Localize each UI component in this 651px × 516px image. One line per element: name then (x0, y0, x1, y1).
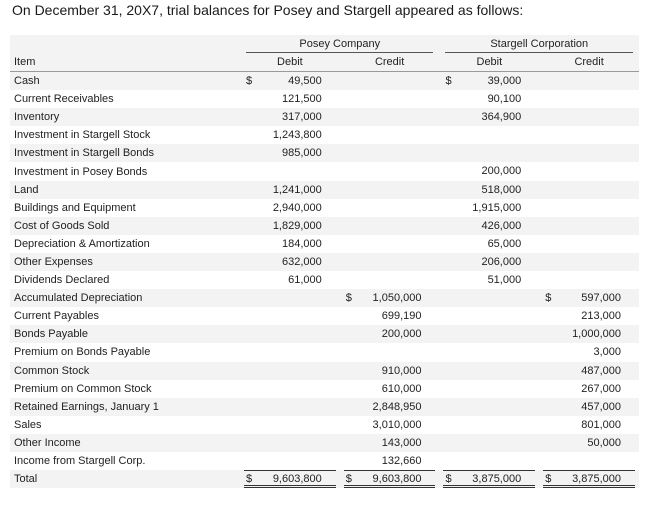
cell-value: 1,243,800 (272, 129, 322, 142)
row-item-label: Investment in Posey Bonds (10, 162, 240, 180)
cell-value: 143,000 (381, 436, 422, 449)
cell-stargell-credit (539, 416, 639, 434)
table-row (10, 380, 639, 398)
cell-posey-debit (240, 217, 340, 235)
total-value: 3,875,000 (572, 473, 621, 486)
cell-stargell-credit (539, 217, 639, 235)
cell-posey-credit (340, 398, 440, 416)
currency-sign: $ (246, 75, 253, 87)
row-item-label: Land (10, 181, 240, 199)
currency-sign: $ (545, 292, 552, 305)
total-posey-debit (240, 470, 340, 488)
cell-value: 200,000 (381, 328, 422, 341)
stargell-corporation-label: Stargell Corporation (490, 38, 589, 50)
cell-posey-credit (340, 235, 440, 253)
cell-stargell-debit (439, 162, 539, 180)
cell-value: 985,000 (281, 147, 322, 160)
table-row (10, 199, 639, 217)
table-row (10, 72, 639, 91)
header-stargell-corporation (439, 35, 639, 53)
cell-posey-debit (240, 162, 340, 180)
cell-value: 1,050,000 (372, 292, 422, 305)
cell-stargell-debit (439, 144, 539, 162)
cell-value: 65,000 (487, 237, 522, 250)
cell-stargell-credit (539, 126, 639, 144)
cell-stargell-credit (539, 343, 639, 361)
cell-stargell-debit (439, 181, 539, 199)
cell-stargell-credit (539, 162, 639, 180)
total-top-rule (543, 470, 635, 471)
row-item-label: Common Stock (10, 362, 240, 380)
cell-stargell-debit (439, 434, 539, 452)
row-item-label: Other Expenses (10, 253, 240, 271)
cell-posey-credit (340, 362, 440, 380)
row-item-label: Buildings and Equipment (10, 199, 240, 217)
table-row (10, 343, 639, 361)
cell-value: 699,190 (381, 310, 422, 323)
table-row (10, 362, 639, 380)
cell-posey-credit (340, 162, 440, 180)
cell-posey-credit (340, 343, 440, 361)
header-posey-credit: Credit (340, 53, 440, 72)
cell-value: 206,000 (481, 255, 522, 268)
header-item: Item (10, 53, 240, 72)
cell-value: 2,848,950 (372, 400, 422, 413)
row-item-label: Income from Stargell Corp. (10, 452, 240, 470)
cell-stargell-credit (539, 289, 639, 307)
cell-posey-credit (340, 90, 440, 108)
total-value: 3,875,000 (472, 473, 522, 486)
cell-posey-debit (240, 126, 340, 144)
cell-posey-debit (240, 325, 340, 343)
trial-balance-table (10, 35, 639, 488)
cell-value: 51,000 (487, 274, 522, 287)
table-row (10, 162, 639, 180)
cell-value: 132,660 (381, 454, 422, 467)
row-item-label: Current Payables (10, 307, 240, 325)
cell-stargell-debit (439, 398, 539, 416)
cell-value: 213,000 (581, 310, 621, 323)
row-item-label: Cash (10, 72, 240, 91)
cell-stargell-credit (539, 325, 639, 343)
table-row (10, 217, 639, 235)
cell-stargell-credit (539, 199, 639, 217)
cell-value: 801,000 (581, 418, 621, 431)
table-row (10, 398, 639, 416)
cell-stargell-debit (439, 271, 539, 289)
cell-posey-debit (240, 271, 340, 289)
cell-stargell-debit (439, 307, 539, 325)
total-double-rule-lower (344, 487, 436, 488)
header-blank (10, 35, 240, 53)
cell-posey-debit (240, 235, 340, 253)
cell-value: 49,500 (288, 75, 322, 87)
total-double-rule-upper (344, 485, 436, 486)
cell-stargell-credit (539, 452, 639, 470)
table-row (10, 452, 639, 470)
cell-value: 487,000 (581, 364, 621, 377)
row-item-label: Sales (10, 416, 240, 434)
cell-stargell-credit (539, 307, 639, 325)
row-item-label: Investment in Stargell Stock (10, 126, 240, 144)
total-double-rule-lower (244, 487, 336, 488)
cell-posey-debit (240, 452, 340, 470)
table-row (10, 416, 639, 434)
cell-posey-debit (240, 380, 340, 398)
total-top-rule (344, 470, 436, 471)
posey-company-label: Posey Company (299, 38, 381, 50)
cell-stargell-debit (439, 108, 539, 126)
row-item-label: Inventory (10, 108, 240, 126)
cell-stargell-debit (439, 235, 539, 253)
currency-sign: $ (445, 473, 452, 486)
cell-stargell-debit (439, 362, 539, 380)
total-posey-credit (340, 470, 440, 488)
cell-stargell-credit (539, 380, 639, 398)
cell-stargell-debit (439, 90, 539, 108)
cell-stargell-credit (539, 144, 639, 162)
row-item-label: Bonds Payable (10, 325, 240, 343)
cell-stargell-credit (539, 235, 639, 253)
total-double-rule-lower (543, 487, 635, 488)
cell-value: 1,915,000 (472, 201, 522, 214)
cell-posey-credit (340, 181, 440, 199)
cell-stargell-debit (439, 289, 539, 307)
table-row (10, 144, 639, 162)
cell-posey-debit (240, 181, 340, 199)
trial-balance-table-wrapper (10, 35, 639, 488)
cell-stargell-credit (539, 108, 639, 126)
cell-posey-debit (240, 362, 340, 380)
posey-header-underline (246, 52, 433, 53)
cell-value: 632,000 (281, 255, 322, 268)
cell-value: 61,000 (288, 274, 322, 287)
cell-posey-credit (340, 126, 440, 144)
header-row-columns (10, 53, 639, 72)
cell-posey-credit (340, 199, 440, 217)
cell-posey-debit (240, 307, 340, 325)
total-double-rule-upper (244, 485, 336, 486)
cell-value: 1,829,000 (272, 219, 322, 232)
cell-value: 121,500 (281, 93, 322, 106)
total-top-rule (244, 470, 336, 471)
cell-value: 200,000 (481, 165, 522, 178)
table-row (10, 108, 639, 126)
cell-value: 184,000 (281, 237, 322, 250)
header-stargell-credit: Credit (539, 53, 639, 72)
cell-value: 364,900 (481, 111, 522, 124)
cell-stargell-debit (439, 380, 539, 398)
currency-sign: $ (445, 75, 452, 87)
cell-posey-credit (340, 144, 440, 162)
total-double-rule-upper (543, 485, 635, 486)
cell-stargell-debit (439, 199, 539, 217)
cell-value: 39,000 (487, 75, 522, 87)
row-item-label: Current Receivables (10, 90, 240, 108)
cell-posey-credit (340, 380, 440, 398)
cell-posey-debit (240, 398, 340, 416)
cell-stargell-credit (539, 253, 639, 271)
currency-sign: $ (345, 473, 352, 486)
cell-value: 597,000 (581, 292, 621, 305)
cell-value: 1,241,000 (272, 183, 322, 196)
cell-value: 2,940,000 (272, 201, 322, 214)
cell-stargell-credit (539, 90, 639, 108)
header-posey-debit: Debit (240, 53, 340, 72)
cell-posey-debit (240, 416, 340, 434)
cell-stargell-debit (439, 217, 539, 235)
cell-stargell-credit (539, 271, 639, 289)
table-row (10, 253, 639, 271)
currency-sign: $ (345, 292, 352, 305)
cell-posey-debit (240, 253, 340, 271)
header-row-companies (10, 35, 639, 53)
cell-posey-credit (340, 108, 440, 126)
intro-text: On December 31, 20X7, trial balances for Posey and Stargell appeared as follows: (12, 2, 524, 18)
total-double-rule-lower (443, 487, 535, 488)
cell-stargell-credit (539, 181, 639, 199)
cell-stargell-credit (539, 362, 639, 380)
table-row (10, 235, 639, 253)
cell-value: 518,000 (481, 183, 522, 196)
table-row (10, 434, 639, 452)
header-posey-company (240, 35, 439, 53)
table-row (10, 126, 639, 144)
cell-stargell-debit (439, 253, 539, 271)
total-top-rule (443, 470, 535, 471)
cell-value: 50,000 (587, 436, 621, 449)
cell-posey-debit (240, 90, 340, 108)
cell-stargell-credit (539, 398, 639, 416)
cell-posey-credit (340, 72, 440, 91)
cell-value: 90,100 (487, 93, 522, 106)
row-item-label: Accumulated Depreciation (10, 289, 240, 307)
total-stargell-debit (439, 470, 539, 488)
table-row (10, 325, 639, 343)
total-value: 9,603,800 (272, 473, 322, 486)
row-item-label: Premium on Bonds Payable (10, 343, 240, 361)
cell-value: 3,000 (593, 346, 621, 359)
total-stargell-credit (539, 470, 639, 488)
cell-posey-credit (340, 289, 440, 307)
cell-posey-debit (240, 434, 340, 452)
cell-posey-credit (340, 307, 440, 325)
table-row (10, 90, 639, 108)
trial-balance-body (10, 72, 639, 489)
cell-stargell-credit (539, 72, 639, 91)
total-double-rule-upper (443, 485, 535, 486)
table-row (10, 271, 639, 289)
total-label: Total (10, 470, 240, 488)
cell-value: 457,000 (581, 400, 621, 413)
cell-posey-credit (340, 416, 440, 434)
cell-value: 1,000,000 (572, 328, 621, 341)
cell-stargell-debit (439, 325, 539, 343)
cell-posey-debit (240, 72, 340, 91)
table-row (10, 289, 639, 307)
row-item-label: Dividends Declared (10, 271, 240, 289)
cell-posey-credit (340, 434, 440, 452)
row-item-label: Investment in Stargell Bonds (10, 144, 240, 162)
cell-stargell-debit (439, 416, 539, 434)
cell-value: 910,000 (381, 364, 422, 377)
cell-value: 610,000 (381, 382, 422, 395)
total-row (10, 470, 639, 488)
row-item-label: Retained Earnings, January 1 (10, 398, 240, 416)
cell-stargell-credit (539, 434, 639, 452)
cell-posey-credit (340, 271, 440, 289)
cell-posey-credit (340, 452, 440, 470)
cell-stargell-debit (439, 126, 539, 144)
header-stargell-debit: Debit (439, 53, 539, 72)
row-item-label: Cost of Goods Sold (10, 217, 240, 235)
cell-stargell-debit (439, 452, 539, 470)
cell-posey-debit (240, 343, 340, 361)
cell-value: 317,000 (281, 111, 322, 124)
cell-value: 267,000 (581, 382, 621, 395)
currency-sign: $ (246, 473, 253, 486)
cell-posey-credit (340, 217, 440, 235)
cell-value: 426,000 (481, 219, 522, 232)
row-item-label: Other Income (10, 434, 240, 452)
currency-sign: $ (545, 473, 552, 486)
cell-posey-debit (240, 108, 340, 126)
cell-posey-debit (240, 289, 340, 307)
cell-posey-credit (340, 253, 440, 271)
cell-stargell-debit (439, 343, 539, 361)
cell-posey-debit (240, 199, 340, 217)
table-row (10, 307, 639, 325)
total-value: 9,603,800 (372, 473, 422, 486)
row-item-label: Premium on Common Stock (10, 380, 240, 398)
stargell-header-underline (445, 52, 633, 53)
cell-posey-debit (240, 144, 340, 162)
row-item-label: Depreciation & Amortization (10, 235, 240, 253)
cell-stargell-debit (439, 72, 539, 91)
cell-value: 3,010,000 (372, 418, 422, 431)
table-row (10, 181, 639, 199)
cell-posey-credit (340, 325, 440, 343)
